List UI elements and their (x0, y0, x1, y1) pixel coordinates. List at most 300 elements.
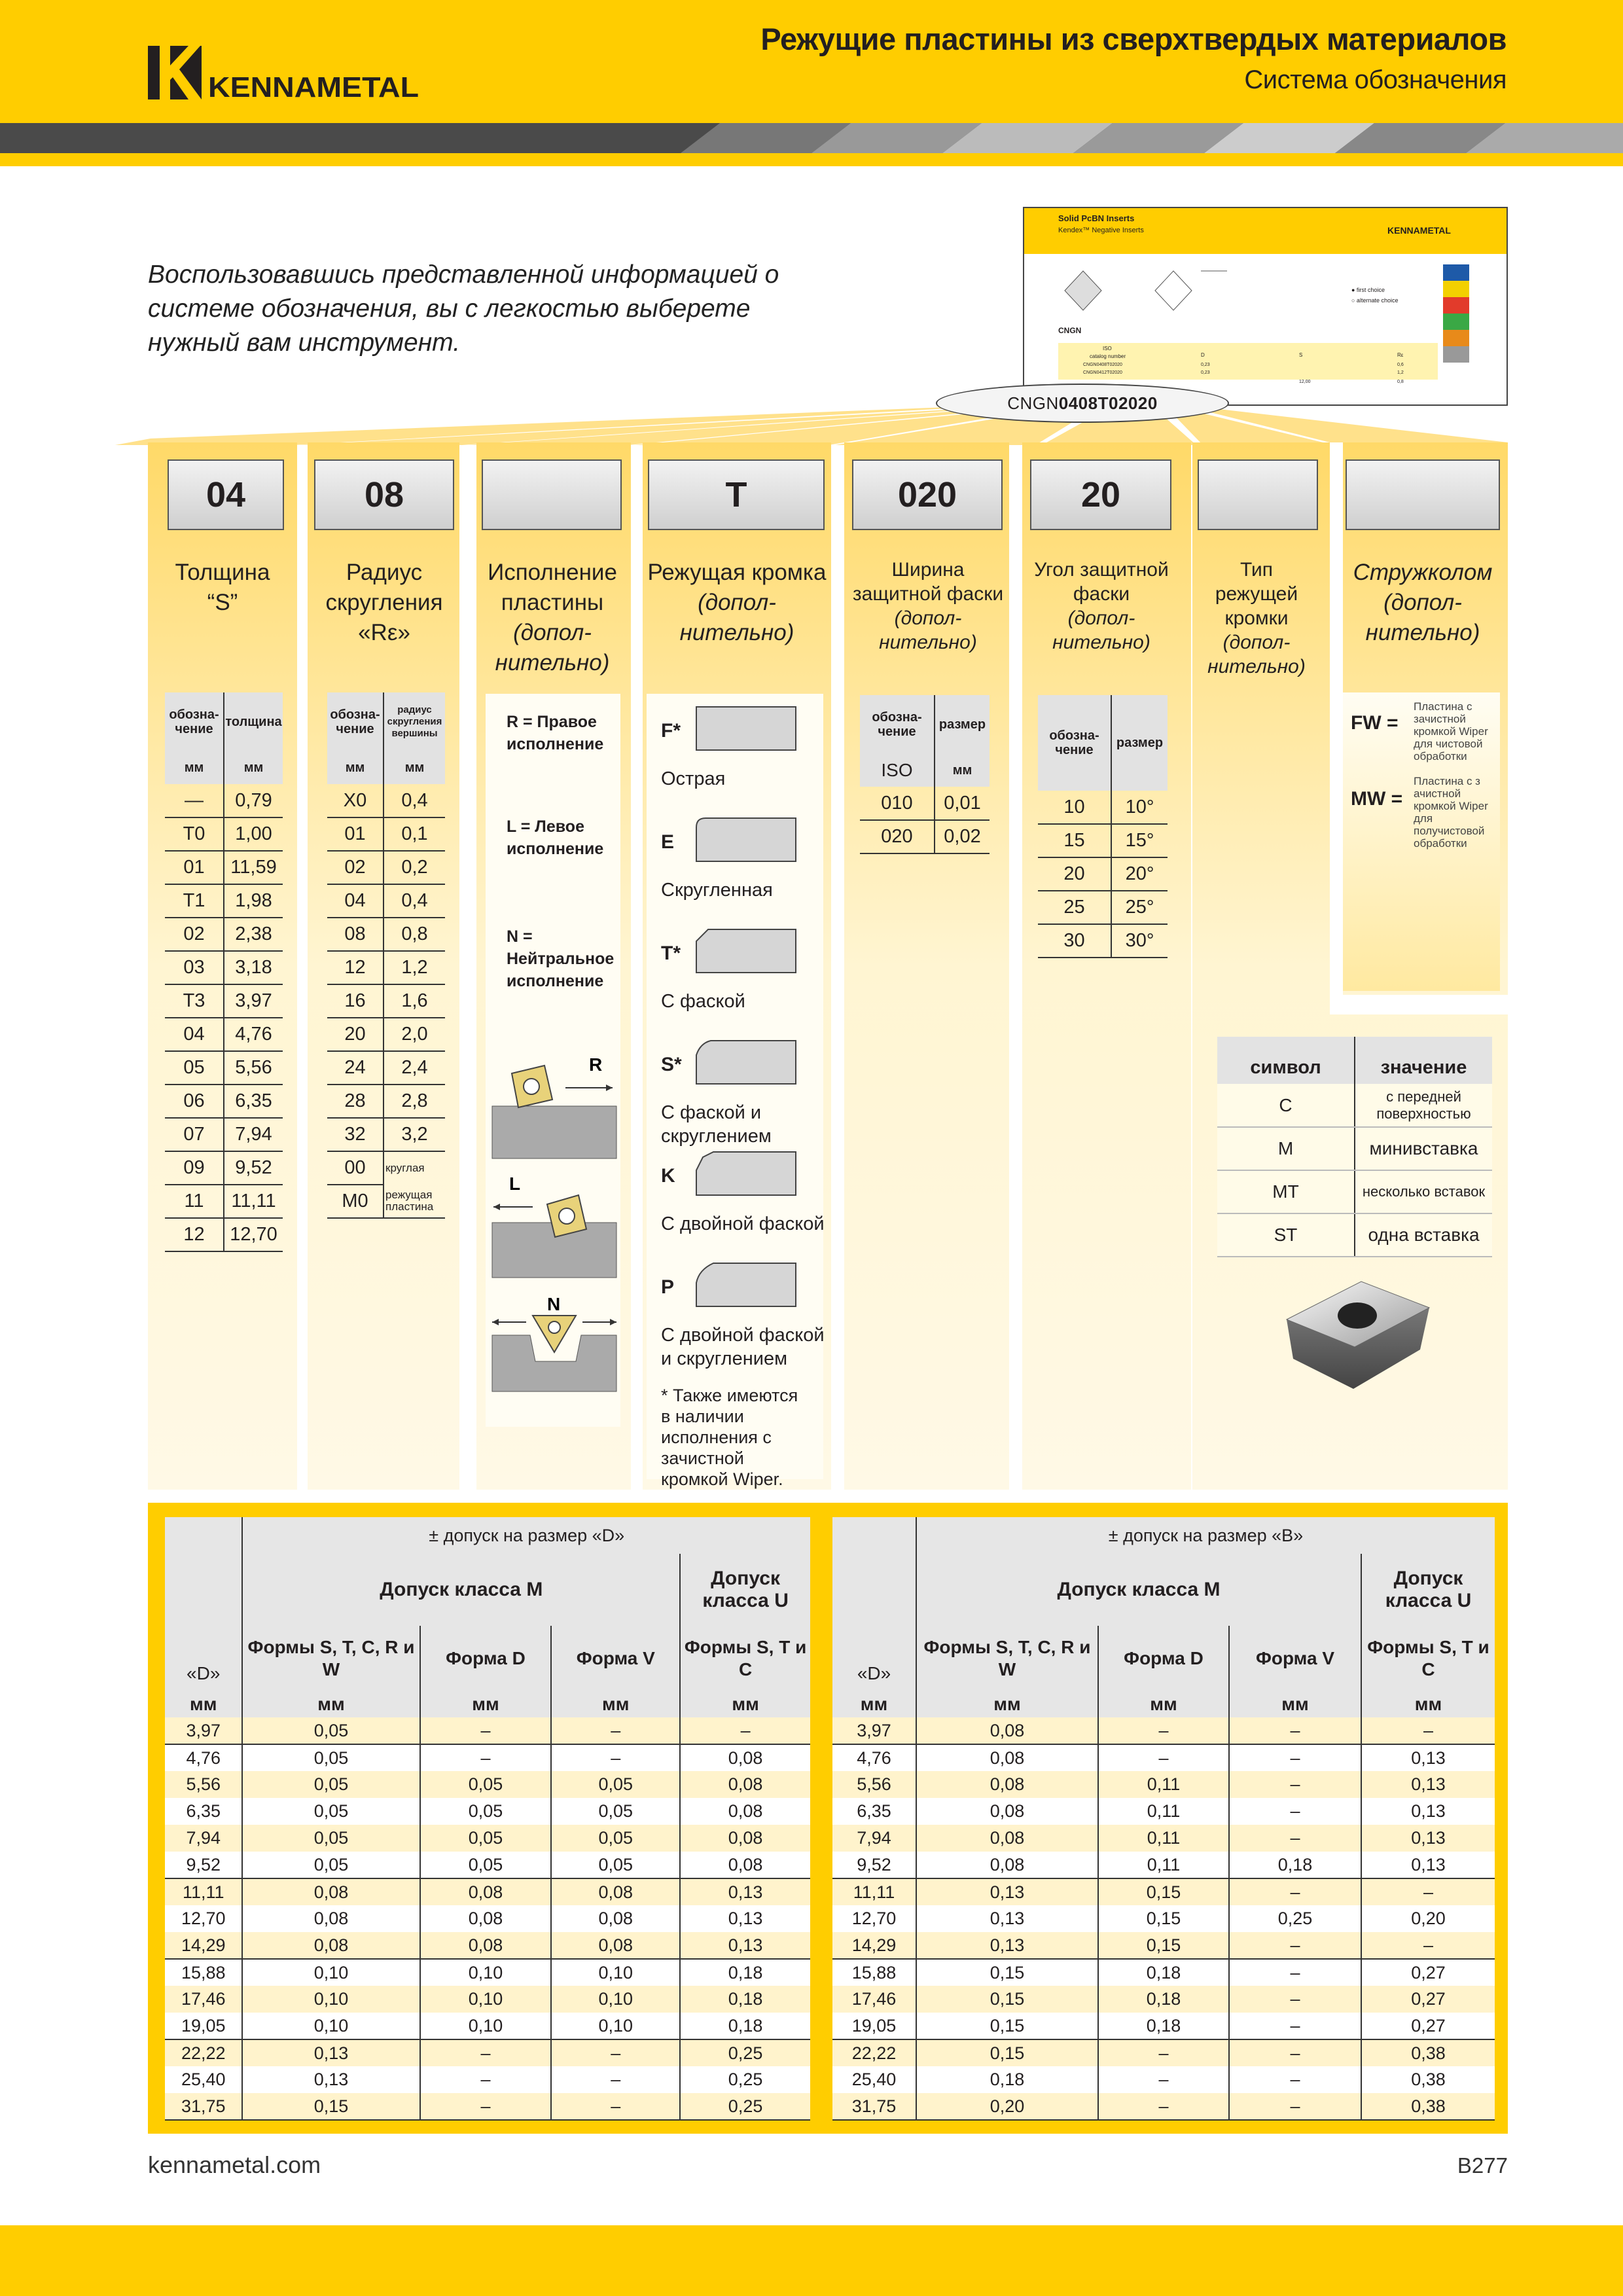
table-cell: – (1229, 1825, 1361, 1852)
table-row (1038, 891, 1168, 924)
table-cell: 0,13 (916, 1905, 1098, 1932)
heading-text-2: (допол- нительно) (495, 620, 610, 675)
table-cell: 0,10 (242, 2013, 419, 2039)
table-row (165, 1852, 810, 1878)
table-cell: 0,15 (916, 1959, 1098, 1986)
thumb-insert-drawing (1057, 264, 1253, 323)
footer-url[interactable]: kennametal.com (148, 2151, 321, 2178)
th: мм (551, 1691, 680, 1717)
table-row (165, 1959, 810, 1986)
table-cell: 32 (327, 1118, 383, 1151)
code-box-land-angle: 20 (1030, 459, 1171, 530)
table-cell: 0,13 (242, 2066, 419, 2093)
table-cell: – (551, 2066, 680, 2093)
table-cell: C (1217, 1084, 1355, 1127)
table-cell: – (551, 2039, 680, 2066)
symbol-table (1217, 1037, 1492, 1257)
table-cell: 17,46 (165, 1986, 242, 2013)
table-cell: 1,98 (224, 884, 283, 918)
hand-left: L = Левое исполнение (507, 817, 604, 858)
table-cell: 0,4 (383, 784, 445, 817)
table-cell: – (551, 2093, 680, 2120)
edge-shape-icon (694, 927, 798, 975)
table-row (165, 817, 283, 851)
th: Форма V (1229, 1626, 1361, 1691)
table-cell: 0,20 (1361, 1905, 1495, 1932)
table-row (1038, 924, 1168, 958)
heading-chipbreaker (1346, 558, 1500, 648)
table-cell: 0,08 (420, 1905, 552, 1932)
table-cell: 25° (1111, 891, 1168, 924)
table-row (327, 951, 445, 984)
table-cell: 0,05 (420, 1852, 552, 1878)
heading-text: Стружколом (1353, 560, 1493, 585)
table-cell: 0,08 (916, 1744, 1098, 1771)
thumb-shape: CNGN (1058, 326, 1082, 335)
table-row (327, 784, 445, 817)
th: символ (1217, 1037, 1355, 1084)
table-cell: 0,10 (242, 1986, 419, 2013)
table-cell: 0,15 (1098, 1932, 1229, 1959)
table-cell: T3 (165, 984, 224, 1018)
radius-table (327, 692, 445, 1219)
page-title: Режущие пластины из сверхтвердых материалов (760, 22, 1507, 56)
heading-text-2: (допол- нительно) (679, 590, 794, 645)
table-cell: 15,88 (165, 1959, 242, 1986)
table-cell: 0,08 (916, 1798, 1098, 1825)
th: Форма V (551, 1626, 680, 1691)
table-cell: 0,08 (551, 1932, 680, 1959)
table-cell: 0,08 (242, 1905, 419, 1932)
edge-key: S* (661, 1054, 682, 1075)
table-row (165, 784, 283, 817)
edge-label: С двойной фаской (661, 1213, 825, 1234)
table-cell: – (1229, 2066, 1361, 2093)
table-row (327, 884, 445, 918)
th: мм (1098, 1691, 1229, 1717)
table-cell: – (551, 1744, 680, 1771)
table-cell: 01 (165, 851, 224, 884)
table-cell: – (551, 1717, 680, 1744)
table-cell: – (1229, 1878, 1361, 1905)
table-cell: 0,15 (916, 2013, 1098, 2039)
thumb-iso: ISO (1103, 346, 1112, 351)
table-cell: – (1098, 1744, 1229, 1771)
table-row (165, 1118, 283, 1151)
page-subtitle: Система обозначения (1244, 65, 1507, 94)
table-cell: 0,05 (551, 1852, 680, 1878)
table-cell: 0,38 (1361, 2066, 1495, 2093)
table-cell: 2,4 (383, 1051, 445, 1085)
table-cell: 7,94 (224, 1118, 283, 1151)
code-box-hand (482, 459, 622, 530)
table-row (165, 1798, 810, 1825)
table-cell: 7,94 (165, 1825, 242, 1852)
table-cell: 08 (327, 918, 383, 951)
table-cell: – (1361, 1932, 1495, 1959)
table-cell: 19,05 (165, 2013, 242, 2039)
table-cell: 0,10 (420, 1959, 552, 1986)
table-cell: 0,13 (1361, 1798, 1495, 1825)
code-box-thickness: 04 (168, 459, 284, 530)
th: Допуск класса U (1361, 1554, 1495, 1626)
hand-diagrams (487, 1047, 620, 1401)
table-cell: – (1229, 1744, 1361, 1771)
tolerance-table-b (832, 1517, 1495, 2121)
table-row (327, 918, 445, 951)
header-stripe (0, 123, 1623, 153)
table-cell: – (1229, 1771, 1361, 1798)
table-cell: 02 (165, 918, 224, 951)
table-cell: 0,01 (935, 787, 990, 820)
table-cell: 10° (1111, 791, 1168, 824)
table-row (165, 951, 283, 984)
table-cell: 0,13 (916, 1932, 1098, 1959)
table-row (832, 1905, 1495, 1932)
table-row (1217, 1084, 1492, 1127)
table-cell: режущая пластина (383, 1185, 445, 1218)
heading-text-2: (допол- нительно) (1207, 632, 1306, 677)
designation-code-oval (936, 384, 1229, 423)
edge-shape-icon (694, 1149, 798, 1198)
table-cell: 28 (327, 1085, 383, 1118)
table-cell: – (420, 2066, 552, 2093)
table-cell: 0,08 (916, 1825, 1098, 1852)
th: Форма D (420, 1626, 552, 1691)
th: обозна- чение (1038, 695, 1111, 791)
table-cell: 0,27 (1361, 1986, 1495, 2013)
th: ± допуск на размер «B» (916, 1517, 1495, 1554)
table-cell: 24 (327, 1051, 383, 1085)
column-divider (1330, 442, 1343, 1012)
th: Формы S, T и C (680, 1626, 810, 1691)
table-cell: 0,08 (680, 1744, 810, 1771)
edge-shape-icon (694, 1038, 798, 1086)
code-box-chipbreaker (1346, 459, 1500, 530)
table-row (327, 1051, 445, 1085)
table-cell: 0,13 (1361, 1825, 1495, 1852)
th: обозна- чение (860, 695, 935, 754)
hand-r-letter: R (589, 1054, 603, 1075)
table-row (165, 2066, 810, 2093)
table-cell: 0,25 (1229, 1905, 1361, 1932)
hand-l-letter: L (509, 1174, 521, 1194)
kennametal-logo (148, 46, 423, 99)
table-cell: 01 (327, 817, 383, 851)
thumb-legend-2: ○ alternate choice (1351, 297, 1399, 304)
table-row (327, 1018, 445, 1051)
table-row (832, 1798, 1495, 1825)
table-cell: – (1229, 2013, 1361, 2039)
table-cell: 0,08 (680, 1825, 810, 1852)
table-cell: 30° (1111, 924, 1168, 958)
table-row (165, 1018, 283, 1051)
table-cell: MT (1217, 1170, 1355, 1213)
th: «D» (832, 1517, 916, 1691)
code-prefix: CNGN (1007, 393, 1059, 413)
th: мм (1229, 1691, 1361, 1717)
thickness-table (165, 692, 283, 1252)
table-row (165, 918, 283, 951)
th: Формы S, T, C, R и W (916, 1626, 1098, 1691)
table-cell: 3,97 (832, 1717, 916, 1744)
table-cell: 0,11 (1098, 1771, 1229, 1798)
table-cell: 20 (327, 1018, 383, 1051)
thumb-brand: KENNAMETAL (1387, 225, 1451, 236)
table-cell: 0,18 (1098, 1986, 1229, 2013)
table-cell: 14,29 (832, 1932, 916, 1959)
table-cell: 15,88 (832, 1959, 916, 1986)
page-number: B277 (1457, 2153, 1508, 2178)
table-row (327, 1151, 445, 1185)
table-cell: 2,38 (224, 918, 283, 951)
table-cell: 22,22 (832, 2039, 916, 2066)
th: мм (935, 754, 990, 787)
table-cell: 0,08 (242, 1878, 419, 1905)
table-cell: 0,05 (420, 1771, 552, 1798)
table-cell: 11,59 (224, 851, 283, 884)
table-cell: 0,05 (551, 1798, 680, 1825)
thumb-col-s: S (1299, 352, 1303, 358)
heading-text: Толщина (175, 560, 270, 585)
table-cell: 3,18 (224, 951, 283, 984)
table-cell: 0,25 (680, 2039, 810, 2066)
table-cell: – (1229, 1717, 1361, 1744)
heading-text: Режущая кромка (647, 560, 827, 585)
heading-text-2: (допол- нительно) (1365, 590, 1480, 645)
table-cell: X0 (327, 784, 383, 817)
table-cell: – (420, 2093, 552, 2120)
table-cell: 12 (165, 1218, 224, 1251)
edge-key: E (661, 831, 675, 853)
fw-key: FW = (1351, 712, 1399, 734)
table-cell: 1,00 (224, 817, 283, 851)
table-cell: T0 (165, 817, 224, 851)
heading-text-2: (допол- нительно) (1052, 607, 1150, 653)
edge-shape-icon (694, 1261, 798, 1309)
table-cell: 0,08 (420, 1932, 552, 1959)
table-cell: 0,13 (242, 2039, 419, 2066)
heading-thickness (154, 558, 291, 618)
table-cell: 0,08 (420, 1878, 552, 1905)
table-row (327, 1118, 445, 1151)
table-row (327, 1085, 445, 1118)
table-cell: 11,11 (224, 1185, 283, 1218)
heading-text: Исполнение пластины (488, 560, 617, 615)
table-row (832, 1717, 1495, 1744)
table-row (832, 2039, 1495, 2066)
th: обозна- чение (165, 692, 224, 751)
table-cell: 0,25 (680, 2093, 810, 2120)
table-cell: 0,08 (551, 1905, 680, 1932)
table-cell: 3,97 (224, 984, 283, 1018)
edge-label: Скругленная (661, 880, 773, 901)
table-cell: 0,18 (1229, 1852, 1361, 1878)
table-row (832, 1986, 1495, 2013)
table-cell: – (1229, 2039, 1361, 2066)
table-cell: 0,38 (1361, 2093, 1495, 2120)
table-cell: 0,18 (916, 2066, 1098, 2093)
table-cell: 5,56 (165, 1771, 242, 1798)
table-cell: 4,76 (165, 1744, 242, 1771)
table-cell: 0,8 (383, 918, 445, 951)
catalog-thumbnail (1023, 207, 1508, 406)
table-row (327, 817, 445, 851)
heading-text: Тип режущей кромки (1215, 559, 1298, 629)
table-cell: 0,10 (242, 1959, 419, 1986)
thumb-catalog: catalog number (1090, 353, 1126, 359)
table-cell: 22,22 (165, 2039, 242, 2066)
heading-land-angle (1029, 558, 1174, 655)
table-cell: 14,29 (165, 1932, 242, 1959)
table-cell: – (1229, 1932, 1361, 1959)
table-cell: 5,56 (832, 1771, 916, 1798)
table-cell: 0,10 (551, 1986, 680, 2013)
table-cell: M0 (327, 1185, 383, 1218)
table-cell: 0,05 (242, 1717, 419, 1744)
th: Форма D (1098, 1626, 1229, 1691)
th: мм (1361, 1691, 1495, 1717)
table-cell: 0,08 (916, 1717, 1098, 1744)
th: мм (165, 1691, 242, 1717)
th: размер (1111, 695, 1168, 791)
table-cell: 16 (327, 984, 383, 1018)
code-box-edge-type (1198, 459, 1318, 530)
table-cell: 0,05 (242, 1744, 419, 1771)
table-cell: 12,70 (165, 1905, 242, 1932)
table-row (165, 1905, 810, 1932)
table-cell: 1,2 (383, 951, 445, 984)
table-row (832, 1878, 1495, 1905)
table-cell: 6,35 (832, 1798, 916, 1825)
table-cell: 0,08 (551, 1878, 680, 1905)
table-row (165, 1932, 810, 1959)
table-cell: 0,13 (1361, 1771, 1495, 1798)
table-cell: 7,94 (832, 1825, 916, 1852)
thumb-cell: 0,23 (1201, 363, 1210, 367)
edge-key: K (661, 1165, 675, 1187)
table-row (1038, 824, 1168, 857)
th: обозна- чение (327, 692, 383, 751)
code-box-land-width: 020 (852, 459, 1003, 530)
table-cell: 0,18 (1098, 1959, 1229, 1986)
table-cell: 0,08 (680, 1798, 810, 1825)
heading-edge-type (1204, 558, 1309, 679)
table-row (832, 1959, 1495, 1986)
table-cell: 0,15 (242, 2093, 419, 2120)
table-cell: 00 (327, 1151, 383, 1185)
table-cell: 0,10 (420, 2013, 552, 2039)
th: толщина (224, 692, 283, 751)
table-cell: 0,27 (1361, 1959, 1495, 1986)
table-cell: 0,25 (680, 2066, 810, 2093)
edge-key: T* (661, 942, 681, 964)
table-cell: – (420, 2039, 552, 2066)
table-row (327, 1185, 445, 1218)
mw-key: MW = (1351, 788, 1403, 810)
edge-label: С двойной фаской и скруглением (661, 1325, 825, 1369)
th: мм (224, 751, 283, 784)
table-cell: 25 (1038, 891, 1111, 924)
th: мм (383, 751, 445, 784)
table-row (832, 1744, 1495, 1771)
thumb-legend-1: ● first choice (1351, 287, 1385, 293)
tolerance-table-d (165, 1517, 810, 2121)
table-cell: 4,76 (832, 1744, 916, 1771)
table-cell: несколько вставок (1355, 1170, 1492, 1213)
table-cell: – (1098, 2066, 1229, 2093)
table-row (165, 2039, 810, 2066)
table-cell: минивставка (1355, 1127, 1492, 1170)
table-cell: 010 (860, 787, 935, 820)
table-cell: 25,40 (832, 2066, 916, 2093)
table-cell: 0,15 (916, 1986, 1098, 2013)
table-row (165, 1744, 810, 1771)
table-row (165, 1051, 283, 1085)
table-cell: 19,05 (832, 2013, 916, 2039)
heading-land-width (849, 558, 1007, 655)
table-cell: 0,13 (916, 1878, 1098, 1905)
mw-text: Пластина с з ачистной кромкой Wiper для получистовой обработки (1414, 775, 1488, 850)
table-row (165, 1185, 283, 1218)
table-cell: 0,38 (1361, 2039, 1495, 2066)
heading-radius (312, 558, 457, 648)
thumb-cell: 0,8 (1397, 380, 1404, 384)
table-cell: 6,35 (165, 1798, 242, 1825)
table-cell: одна вставка (1355, 1213, 1492, 1257)
table-cell: 02 (327, 851, 383, 884)
th: «D» (165, 1517, 242, 1691)
thumb-cell: 1,2 (1397, 370, 1404, 375)
footer-bar (0, 2225, 1623, 2296)
table-cell: – (1361, 1717, 1495, 1744)
heading-text: Ширина защитной фаски (852, 559, 1004, 605)
heading-text-2: “S” (207, 590, 238, 615)
table-cell: 0,18 (680, 1986, 810, 2013)
thumb-cell: 0,23 (1201, 370, 1210, 375)
table-row (327, 984, 445, 1018)
table-row (165, 1151, 283, 1185)
th: мм (916, 1691, 1098, 1717)
th: Допуск класса U (680, 1554, 810, 1626)
table-cell: 0,13 (680, 1905, 810, 1932)
table-cell: 0,13 (680, 1932, 810, 1959)
table-row (832, 2093, 1495, 2120)
table-row (832, 1852, 1495, 1878)
table-cell: 0,10 (551, 1959, 680, 1986)
table-cell: 1,6 (383, 984, 445, 1018)
table-row (832, 2013, 1495, 2039)
th: Допуск класса M (916, 1554, 1361, 1626)
table-cell: 0,15 (916, 2039, 1098, 2066)
table-cell: 17,46 (832, 1986, 916, 2013)
table-cell: — (165, 784, 224, 817)
th: мм (242, 1691, 419, 1717)
th: ± допуск на размер «D» (242, 1517, 810, 1554)
table-cell: 0,13 (680, 1878, 810, 1905)
table-cell: 04 (327, 884, 383, 918)
table-cell: 0,15 (1098, 1905, 1229, 1932)
header-underline (0, 153, 1623, 166)
table-cell: 0,08 (242, 1932, 419, 1959)
table-row (165, 1878, 810, 1905)
table-cell: 0,79 (224, 784, 283, 817)
heading-text-2: (допол- нительно) (879, 607, 977, 653)
table-cell: 0,05 (242, 1825, 419, 1852)
thumb-col-r: Rε (1397, 352, 1404, 358)
edge-note: * Также имеются в наличии исполнения с зачистной кромкой Wiper. (661, 1386, 798, 1489)
table-cell: – (1098, 2039, 1229, 2066)
